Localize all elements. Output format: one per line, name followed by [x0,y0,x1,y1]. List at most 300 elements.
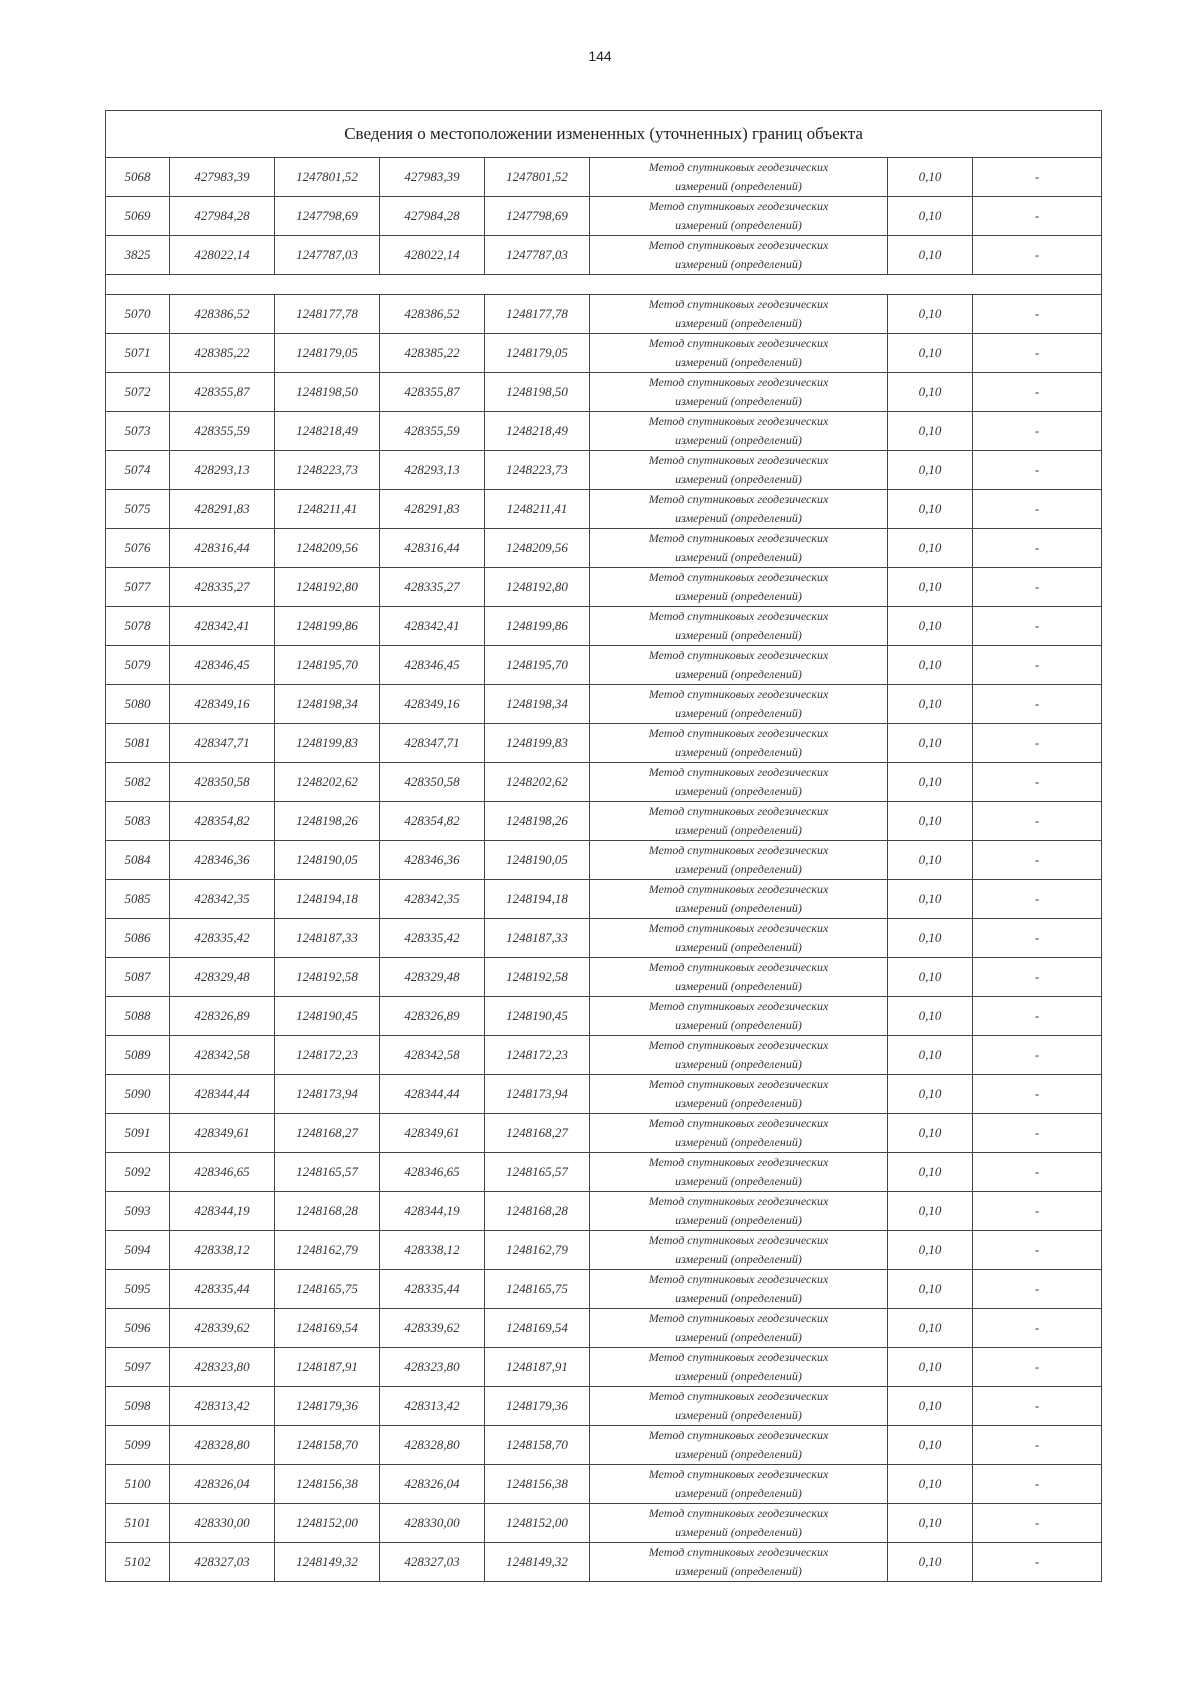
new-x-cell: 428342,58 [380,1036,485,1075]
accuracy-cell: 0,10 [888,1114,973,1153]
new-x-cell: 428338,12 [380,1231,485,1270]
new-y-cell: 1248190,45 [485,997,590,1036]
accuracy-cell: 0,10 [888,1387,973,1426]
accuracy-cell: 0,10 [888,295,973,334]
existing-x-cell: 428386,52 [170,295,275,334]
method-line-1: Метод спутниковых геодезических [648,765,829,779]
note-cell: - [973,1348,1102,1387]
new-x-cell: 428349,61 [380,1114,485,1153]
existing-y-cell: 1247798,69 [275,197,380,236]
method-line-2: измерений (определений) [675,1018,802,1032]
method-line-1: Метод спутниковых геодезических [648,804,829,818]
existing-x-cell: 428328,80 [170,1426,275,1465]
accuracy-cell: 0,10 [888,373,973,412]
existing-y-cell: 1247801,52 [275,158,380,197]
table-row [106,1153,1102,1192]
new-x-cell: 428327,03 [380,1543,485,1582]
existing-y-cell: 1248165,75 [275,1270,380,1309]
new-y-cell: 1248192,80 [485,568,590,607]
existing-y-cell: 1248179,05 [275,334,380,373]
new-y-cell: 1248209,56 [485,529,590,568]
existing-x-cell: 428355,87 [170,373,275,412]
new-x-cell: 428326,89 [380,997,485,1036]
new-y-cell: 1248198,26 [485,802,590,841]
new-x-cell: 428293,13 [380,451,485,490]
accuracy-cell: 0,10 [888,1309,973,1348]
existing-x-cell: 428313,42 [170,1387,275,1426]
method-line-1: Метод спутниковых геодезических [648,687,829,701]
existing-x-cell: 428323,80 [170,1348,275,1387]
accuracy-cell: 0,10 [888,1465,973,1504]
existing-x-cell: 428346,45 [170,646,275,685]
method-line-2: измерений (определений) [675,1291,802,1305]
existing-y-cell: 1248179,36 [275,1387,380,1426]
note-cell: - [973,880,1102,919]
method-cell [590,1465,888,1504]
new-x-cell: 428344,44 [380,1075,485,1114]
method-line-1: Метод спутниковых геодезических [648,1428,829,1442]
existing-x-cell: 428291,83 [170,490,275,529]
new-x-cell: 428346,36 [380,841,485,880]
new-x-cell: 428339,62 [380,1309,485,1348]
group-separator-row [106,275,1102,295]
accuracy-cell: 0,10 [888,490,973,529]
method-cell [590,236,888,275]
method-cell [590,880,888,919]
method-cell [590,412,888,451]
existing-y-cell: 1248187,33 [275,919,380,958]
point-number-cell: 5080 [106,685,170,724]
table-row [106,958,1102,997]
method-line-2: измерений (определений) [675,218,802,232]
new-y-cell: 1248152,00 [485,1504,590,1543]
point-number-cell: 5091 [106,1114,170,1153]
existing-x-cell: 428349,61 [170,1114,275,1153]
new-x-cell: 428349,16 [380,685,485,724]
accuracy-cell: 0,10 [888,412,973,451]
table-row [106,1387,1102,1426]
table-row [106,1231,1102,1270]
existing-y-cell: 1248192,80 [275,568,380,607]
point-number-cell: 5082 [106,763,170,802]
method-line-2: измерений (определений) [675,257,802,271]
method-line-1: Метод спутниковых геодезических [648,1506,829,1520]
existing-y-cell: 1247787,03 [275,236,380,275]
method-line-1: Метод спутниковых геодезических [648,999,829,1013]
existing-x-cell: 428339,62 [170,1309,275,1348]
accuracy-cell: 0,10 [888,685,973,724]
new-y-cell: 1248177,78 [485,295,590,334]
existing-x-cell: 428342,41 [170,607,275,646]
point-number-cell: 5088 [106,997,170,1036]
point-number-cell: 5090 [106,1075,170,1114]
new-y-cell: 1248202,62 [485,763,590,802]
table-row [106,685,1102,724]
point-number-cell: 5085 [106,880,170,919]
note-cell: - [973,295,1102,334]
new-x-cell: 428385,22 [380,334,485,373]
accuracy-cell: 0,10 [888,1231,973,1270]
existing-x-cell: 428330,00 [170,1504,275,1543]
table-row [106,1270,1102,1309]
method-line-2: измерений (определений) [675,1135,802,1149]
new-y-cell: 1247801,52 [485,158,590,197]
existing-x-cell: 427983,39 [170,158,275,197]
note-cell: - [973,1309,1102,1348]
existing-y-cell: 1248156,38 [275,1465,380,1504]
method-line-2: измерений (определений) [675,1213,802,1227]
existing-y-cell: 1248172,23 [275,1036,380,1075]
method-cell [590,1387,888,1426]
method-cell [590,529,888,568]
new-x-cell: 428346,45 [380,646,485,685]
method-cell [590,763,888,802]
table-row [106,568,1102,607]
existing-y-cell: 1248211,41 [275,490,380,529]
new-y-cell: 1248198,50 [485,373,590,412]
new-x-cell: 427983,39 [380,158,485,197]
method-line-2: измерений (определений) [675,1486,802,1500]
note-cell: - [973,197,1102,236]
table-row [106,412,1102,451]
method-line-1: Метод спутниковых геодезических [648,570,829,584]
method-line-2: измерений (определений) [675,511,802,525]
existing-y-cell: 1248152,00 [275,1504,380,1543]
table-row [106,295,1102,334]
point-number-cell: 5086 [106,919,170,958]
new-y-cell: 1248179,36 [485,1387,590,1426]
method-line-1: Метод спутниковых геодезических [648,1116,829,1130]
new-y-cell: 1248179,05 [485,334,590,373]
table-row [106,1309,1102,1348]
accuracy-cell: 0,10 [888,529,973,568]
point-number-cell: 5081 [106,724,170,763]
method-line-1: Метод спутниковых геодезических [648,1077,829,1091]
accuracy-cell: 0,10 [888,997,973,1036]
table-row [106,997,1102,1036]
existing-y-cell: 1248198,34 [275,685,380,724]
existing-y-cell: 1248192,58 [275,958,380,997]
method-line-1: Метод спутниковых геодезических [648,1272,829,1286]
note-cell: - [973,158,1102,197]
new-x-cell: 428355,59 [380,412,485,451]
method-line-1: Метод спутниковых геодезических [648,414,829,428]
point-number-cell: 5077 [106,568,170,607]
new-x-cell: 428022,14 [380,236,485,275]
new-x-cell: 428344,19 [380,1192,485,1231]
new-x-cell: 428355,87 [380,373,485,412]
existing-y-cell: 1248173,94 [275,1075,380,1114]
accuracy-cell: 0,10 [888,1153,973,1192]
point-number-cell: 5100 [106,1465,170,1504]
point-number-cell: 5084 [106,841,170,880]
accuracy-cell: 0,10 [888,1270,973,1309]
point-number-cell: 5096 [106,1309,170,1348]
note-cell: - [973,236,1102,275]
existing-y-cell: 1248149,32 [275,1543,380,1582]
point-number-cell: 5087 [106,958,170,997]
note-cell: - [973,490,1102,529]
point-number-cell: 5072 [106,373,170,412]
table-row [106,919,1102,958]
method-line-1: Метод спутниковых геодезических [648,1350,829,1364]
new-y-cell: 1248162,79 [485,1231,590,1270]
table-row [106,724,1102,763]
accuracy-cell: 0,10 [888,880,973,919]
new-y-cell: 1248158,70 [485,1426,590,1465]
method-cell [590,451,888,490]
method-line-1: Метод спутниковых геодезических [648,199,829,213]
table-row [106,373,1102,412]
accuracy-cell: 0,10 [888,724,973,763]
existing-y-cell: 1248199,83 [275,724,380,763]
method-line-2: измерений (определений) [675,179,802,193]
method-line-1: Метод спутниковых геодезических [648,336,829,350]
existing-y-cell: 1248195,70 [275,646,380,685]
table-row [106,334,1102,373]
accuracy-cell: 0,10 [888,919,973,958]
existing-y-cell: 1248165,57 [275,1153,380,1192]
boundary-coordinates-table [105,110,1102,1582]
existing-x-cell: 428349,16 [170,685,275,724]
method-line-2: измерений (определений) [675,316,802,330]
note-cell: - [973,1465,1102,1504]
new-y-cell: 1248195,70 [485,646,590,685]
point-number-cell: 5095 [106,1270,170,1309]
existing-y-cell: 1248168,28 [275,1192,380,1231]
new-x-cell: 428386,52 [380,295,485,334]
method-cell [590,646,888,685]
new-x-cell: 428346,65 [380,1153,485,1192]
method-line-2: измерений (определений) [675,1330,802,1344]
method-line-1: Метод спутниковых геодезических [648,375,829,389]
existing-x-cell: 428342,58 [170,1036,275,1075]
existing-x-cell: 428344,44 [170,1075,275,1114]
existing-x-cell: 428293,13 [170,451,275,490]
method-line-1: Метод спутниковых геодезических [648,882,829,896]
accuracy-cell: 0,10 [888,1192,973,1231]
method-cell [590,334,888,373]
accuracy-cell: 0,10 [888,1075,973,1114]
note-cell: - [973,958,1102,997]
new-y-cell: 1248194,18 [485,880,590,919]
note-cell: - [973,841,1102,880]
new-y-cell: 1248218,49 [485,412,590,451]
method-cell [590,295,888,334]
note-cell: - [973,529,1102,568]
method-cell [590,919,888,958]
note-cell: - [973,1192,1102,1231]
method-cell [590,158,888,197]
method-line-2: измерений (определений) [675,1174,802,1188]
existing-y-cell: 1248177,78 [275,295,380,334]
new-x-cell: 428330,00 [380,1504,485,1543]
note-cell: - [973,1270,1102,1309]
existing-x-cell: 427984,28 [170,197,275,236]
method-line-1: Метод спутниковых геодезических [648,531,829,545]
method-line-2: измерений (определений) [675,979,802,993]
method-cell [590,724,888,763]
table-row [106,197,1102,236]
note-cell: - [973,412,1102,451]
table-row [106,1192,1102,1231]
table-title-row [106,111,1102,158]
method-cell [590,1192,888,1231]
method-line-1: Метод спутниковых геодезических [648,492,829,506]
accuracy-cell: 0,10 [888,763,973,802]
new-x-cell: 428326,04 [380,1465,485,1504]
method-line-1: Метод спутниковых геодезических [648,609,829,623]
table-row [106,1465,1102,1504]
point-number-cell: 5092 [106,1153,170,1192]
table-row [106,802,1102,841]
new-x-cell: 428342,35 [380,880,485,919]
note-cell: - [973,607,1102,646]
accuracy-cell: 0,10 [888,1348,973,1387]
method-cell [590,1348,888,1387]
new-x-cell: 428316,44 [380,529,485,568]
existing-y-cell: 1248162,79 [275,1231,380,1270]
existing-y-cell: 1248168,27 [275,1114,380,1153]
method-line-1: Метод спутниковых геодезических [648,843,829,857]
new-y-cell: 1248199,83 [485,724,590,763]
note-cell: - [973,1036,1102,1075]
note-cell: - [973,919,1102,958]
point-number-cell: 5078 [106,607,170,646]
method-cell [590,958,888,997]
note-cell: - [973,1231,1102,1270]
method-line-1: Метод спутниковых геодезических [648,297,829,311]
new-x-cell: 428329,48 [380,958,485,997]
method-cell [590,1036,888,1075]
point-number-cell: 5069 [106,197,170,236]
existing-x-cell: 428346,65 [170,1153,275,1192]
accuracy-cell: 0,10 [888,451,973,490]
existing-x-cell: 428327,03 [170,1543,275,1582]
note-cell: - [973,1543,1102,1582]
existing-x-cell: 428342,35 [170,880,275,919]
method-cell [590,568,888,607]
accuracy-cell: 0,10 [888,607,973,646]
method-cell [590,1309,888,1348]
accuracy-cell: 0,10 [888,1504,973,1543]
existing-x-cell: 428326,89 [170,997,275,1036]
method-line-2: измерений (определений) [675,628,802,642]
method-line-2: измерений (определений) [675,901,802,915]
new-x-cell: 428323,80 [380,1348,485,1387]
existing-x-cell: 428350,58 [170,763,275,802]
existing-x-cell: 428335,27 [170,568,275,607]
existing-x-cell: 428354,82 [170,802,275,841]
method-line-2: измерений (определений) [675,706,802,720]
new-x-cell: 428335,44 [380,1270,485,1309]
point-number-cell: 5079 [106,646,170,685]
table-row [106,451,1102,490]
existing-y-cell: 1248190,45 [275,997,380,1036]
method-cell [590,373,888,412]
method-line-1: Метод спутниковых геодезических [648,1233,829,1247]
note-cell: - [973,685,1102,724]
note-cell: - [973,1153,1102,1192]
method-cell [590,997,888,1036]
existing-x-cell: 428344,19 [170,1192,275,1231]
existing-y-cell: 1248198,26 [275,802,380,841]
method-line-1: Метод спутниковых геодезических [648,921,829,935]
group-separator [106,275,1102,295]
note-cell: - [973,568,1102,607]
new-y-cell: 1247787,03 [485,236,590,275]
method-line-1: Метод спутниковых геодезических [648,453,829,467]
table-row [106,841,1102,880]
method-line-2: измерений (определений) [675,862,802,876]
table-row [106,880,1102,919]
new-y-cell: 1248187,91 [485,1348,590,1387]
existing-x-cell: 428355,59 [170,412,275,451]
table-row [106,1543,1102,1582]
table-row [106,236,1102,275]
table-row [106,158,1102,197]
new-y-cell: 1248198,34 [485,685,590,724]
new-y-cell: 1248168,28 [485,1192,590,1231]
note-cell: - [973,1075,1102,1114]
existing-x-cell: 428385,22 [170,334,275,373]
method-cell [590,1543,888,1582]
new-x-cell: 427984,28 [380,197,485,236]
new-x-cell: 428347,71 [380,724,485,763]
method-cell [590,685,888,724]
note-cell: - [973,646,1102,685]
method-line-1: Метод спутниковых геодезических [648,1311,829,1325]
method-line-1: Метод спутниковых геодезических [648,1155,829,1169]
table-row [106,529,1102,568]
point-number-cell: 5075 [106,490,170,529]
new-x-cell: 428313,42 [380,1387,485,1426]
table-row [106,607,1102,646]
method-line-1: Метод спутниковых геодезических [648,1389,829,1403]
point-number-cell: 5094 [106,1231,170,1270]
method-cell [590,1075,888,1114]
accuracy-cell: 0,10 [888,158,973,197]
method-line-2: измерений (определений) [675,550,802,564]
method-line-1: Метод спутниковых геодезических [648,960,829,974]
method-cell [590,802,888,841]
accuracy-cell: 0,10 [888,1543,973,1582]
existing-y-cell: 1248198,50 [275,373,380,412]
method-line-2: измерений (определений) [675,784,802,798]
method-cell [590,607,888,646]
method-line-2: измерений (определений) [675,589,802,603]
accuracy-cell: 0,10 [888,1036,973,1075]
new-y-cell: 1248211,41 [485,490,590,529]
new-x-cell: 428342,41 [380,607,485,646]
new-y-cell: 1248173,94 [485,1075,590,1114]
existing-y-cell: 1248218,49 [275,412,380,451]
point-number-cell: 5068 [106,158,170,197]
method-line-2: измерений (определений) [675,1369,802,1383]
method-cell [590,197,888,236]
new-y-cell: 1248187,33 [485,919,590,958]
method-line-2: измерений (определений) [675,823,802,837]
method-line-2: измерений (определений) [675,940,802,954]
note-cell: - [973,1387,1102,1426]
existing-y-cell: 1248223,73 [275,451,380,490]
point-number-cell: 5070 [106,295,170,334]
table-row [106,1114,1102,1153]
point-number-cell: 5099 [106,1426,170,1465]
method-line-1: Метод спутниковых геодезических [648,1038,829,1052]
method-line-2: измерений (определений) [675,433,802,447]
point-number-cell: 5093 [106,1192,170,1231]
